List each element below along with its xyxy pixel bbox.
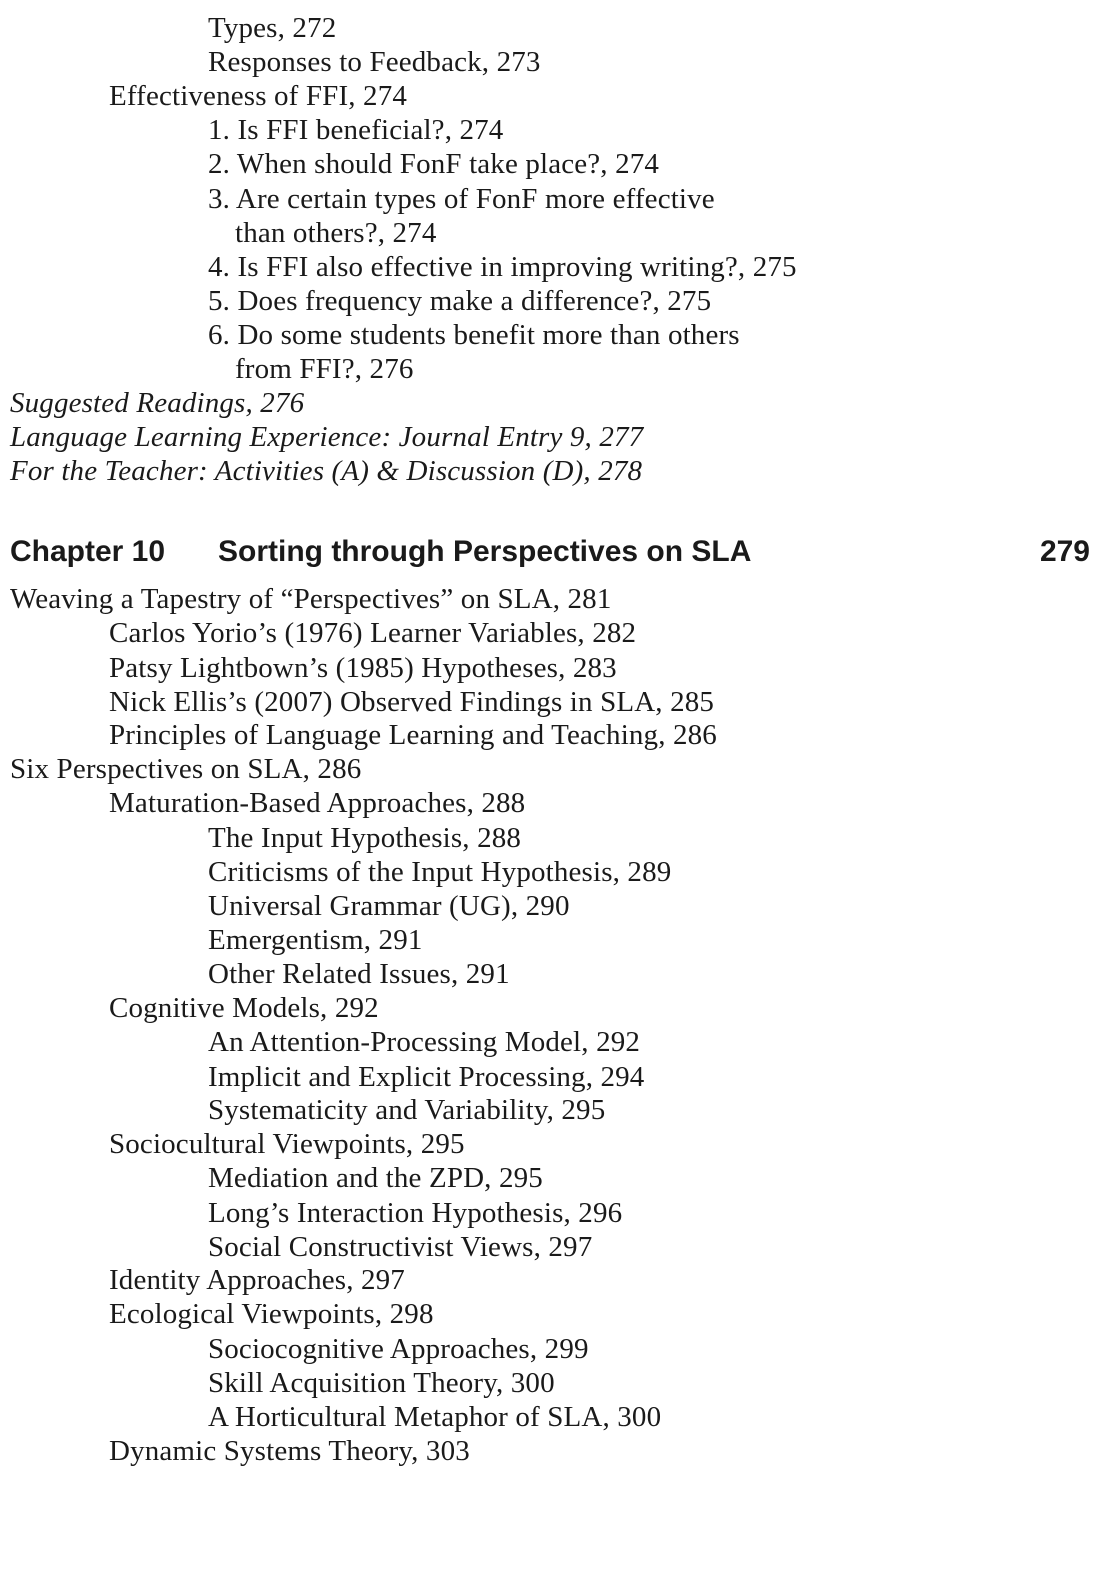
toc-entry-question-6: 6. Do some students benefit more than others	[208, 319, 740, 351]
toc-entry-implicit-explicit: Implicit and Explicit Processing, 294	[208, 1061, 645, 1093]
toc-entry-for-the-teacher: For the Teacher: Activities (A) & Discussion (D), 278	[10, 455, 643, 487]
toc-entry-systematicity: Systematicity and Variability, 295	[208, 1094, 606, 1126]
toc-entry-principles: Principles of Language Learning and Teaching, 286	[109, 719, 717, 751]
toc-entry-ecological-viewpoints: Ecological Viewpoints, 298	[109, 1298, 434, 1330]
chapter-heading	[10, 532, 1090, 572]
toc-entry-cognitive-models: Cognitive Models, 292	[109, 992, 379, 1024]
toc-entry-identity-approaches: Identity Approaches, 297	[109, 1264, 405, 1296]
toc-entry-other-related-issues: Other Related Issues, 291	[208, 958, 510, 990]
toc-entry-effectiveness-of-ffi: Effectiveness of FFI, 274	[109, 80, 407, 112]
toc-entry-input-hypothesis: The Input Hypothesis, 288	[208, 822, 522, 854]
toc-entry-journal-entry: Language Learning Experience: Journal Entry 9, 277	[10, 421, 644, 453]
toc-entry-ellis: Nick Ellis’s (2007) Observed Findings in SLA, 285	[109, 686, 715, 718]
toc-entry-question-6-cont: from FFI?, 276	[235, 353, 414, 385]
toc-entry-dynamic-systems: Dynamic Systems Theory, 303	[109, 1435, 470, 1467]
toc-entry-mediation-zpd: Mediation and the ZPD, 295	[208, 1162, 543, 1194]
toc-entry-weaving-a-tapestry: Weaving a Tapestry of “Perspectives” on SLA, 281	[10, 583, 612, 615]
toc-entry-attention-processing: An Attention-Processing Model, 292	[208, 1026, 641, 1058]
toc-entry-horticultural-metaphor: A Horticultural Metaphor of SLA, 300	[208, 1401, 662, 1433]
chapter-label: Chapter 10	[10, 535, 166, 568]
toc-entry-types: Types, 272	[208, 12, 337, 44]
toc-entry-question-1: 1. Is FFI beneficial?, 274	[208, 114, 504, 146]
toc-entry-six-perspectives: Six Perspectives on SLA, 286	[10, 753, 362, 785]
toc-entry-suggested-readings: Suggested Readings, 276	[10, 387, 305, 419]
toc-entry-emergentism: Emergentism, 291	[208, 924, 423, 956]
toc-entry-skill-acquisition: Skill Acquisition Theory, 300	[208, 1367, 555, 1399]
toc-entry-sociocultural: Sociocultural Viewpoints, 295	[109, 1128, 465, 1160]
toc-entry-question-3-cont: than others?, 274	[235, 217, 437, 249]
toc-entry-yorio: Carlos Yorio’s (1976) Learner Variables, 282	[109, 617, 637, 649]
toc-entry-question-3: 3. Are certain types of FonF more effective	[208, 183, 715, 215]
toc-entry-sociocognitive: Sociocognitive Approaches, 299	[208, 1333, 589, 1365]
toc-entry-interaction-hypothesis: Long’s Interaction Hypothesis, 296	[208, 1197, 623, 1229]
toc-entry-maturation-based: Maturation-Based Approaches, 288	[109, 787, 526, 819]
toc-entry-question-5: 5. Does frequency make a difference?, 275	[208, 285, 712, 317]
toc-entry-question-2: 2. When should FonF take place?, 274	[208, 148, 660, 180]
toc-entry-question-4: 4. Is FFI also effective in improving writing?, 275	[208, 251, 797, 283]
toc-entry-responses-to-feedback: Responses to Feedback, 273	[208, 46, 541, 78]
chapter-page-number: 279	[1039, 535, 1090, 568]
toc-entry-social-constructivist: Social Constructivist Views, 297	[208, 1231, 593, 1263]
toc-entry-universal-grammar: Universal Grammar (UG), 290	[208, 890, 570, 922]
chapter-title: Sorting through Perspectives on SLA	[218, 535, 752, 568]
toc-entry-criticisms: Criticisms of the Input Hypothesis, 289	[208, 856, 672, 888]
toc-entry-lightbown: Patsy Lightbown’s (1985) Hypotheses, 283	[109, 652, 617, 684]
